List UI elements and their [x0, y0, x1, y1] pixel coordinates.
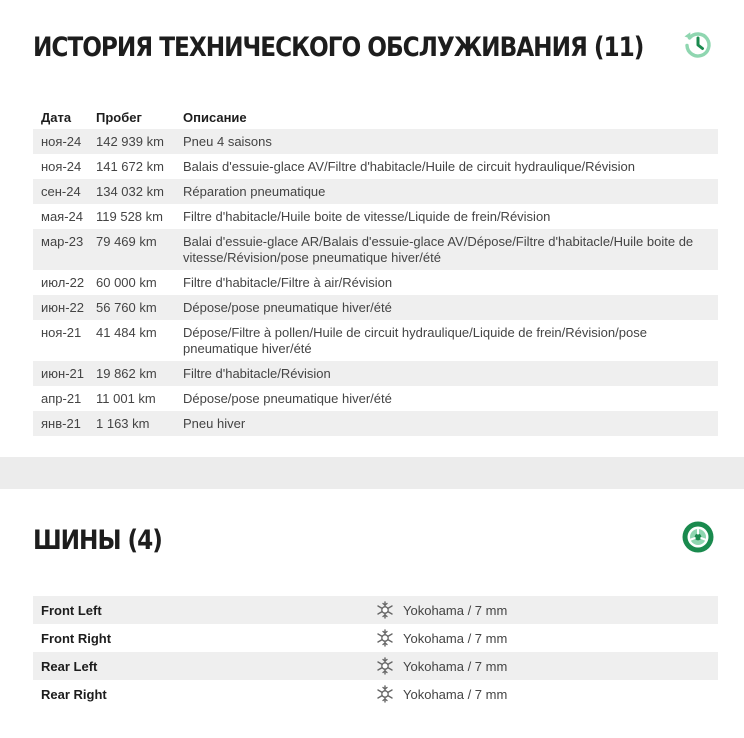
row-description: Réparation pneumatique — [183, 184, 326, 199]
tyre-row — [33, 624, 718, 652]
tyre-value: Yokohama / 7 mm — [403, 630, 508, 646]
table-row — [33, 154, 718, 179]
row-date: мая-24 — [41, 209, 83, 224]
row-mileage: 79 469 km — [96, 234, 157, 249]
tyre-icon — [681, 520, 715, 554]
row-mileage: 142 939 km — [96, 134, 164, 149]
tyre-position: Rear Left — [41, 658, 98, 674]
row-mileage: 11 001 km — [96, 391, 156, 406]
table-row — [33, 411, 718, 436]
column-header-mileage: Пробег — [96, 110, 142, 125]
row-date: июл-22 — [41, 275, 85, 290]
row-date: сен-24 — [41, 184, 81, 199]
row-mileage: 41 484 km — [96, 325, 157, 340]
table-row — [33, 361, 718, 386]
tyre-value: Yokohama / 7 mm — [403, 686, 508, 702]
table-row — [33, 295, 718, 320]
row-date: ноя-24 — [41, 134, 82, 149]
row-mileage: 60 000 km — [96, 275, 157, 290]
table-row — [33, 229, 718, 270]
snowflake-sun-icon — [376, 657, 394, 675]
maintenance-history-title: ИСТОРИЯ ТЕХНИЧЕСКОГО ОБСЛУЖИВАНИЯ (11) — [33, 32, 644, 63]
tyres-list — [33, 596, 718, 708]
row-description: Filtre d'habitacle/Révision — [183, 366, 331, 381]
row-mileage: 19 862 km — [96, 366, 157, 381]
row-description: Balai d'essuie-glace AR/Balais d'essuie-glace AV/Dépose/Filtre d'habitacle/Huile boite de vitesse/Révision/pose pneumatique hiver/été — [183, 234, 694, 265]
row-mileage: 134 032 km — [96, 184, 164, 199]
tyres-title: ШИНЫ (4) — [33, 525, 162, 556]
tyre-row — [33, 680, 718, 708]
row-date: апр-21 — [41, 391, 82, 406]
table-row — [33, 320, 718, 361]
tyre-row — [33, 652, 718, 680]
table-row — [33, 386, 718, 411]
table-row — [33, 179, 718, 204]
tyre-position: Rear Right — [41, 686, 107, 702]
table-row — [33, 270, 718, 295]
row-mileage: 56 760 km — [96, 300, 157, 315]
history-icon — [681, 27, 715, 61]
row-description: Balais d'essuie-glace AV/Filtre d'habitacle/Huile de circuit hydraulique/Révision — [183, 159, 636, 174]
column-header-description: Описание — [183, 109, 247, 125]
tyre-position: Front Right — [41, 630, 112, 646]
tyres-card — [0, 489, 744, 738]
tyre-value: Yokohama / 7 mm — [403, 602, 508, 618]
row-description: Filtre d'habitacle/Filtre à air/Révision — [183, 275, 393, 290]
snowflake-sun-icon — [376, 629, 394, 647]
tyre-value: Yokohama / 7 mm — [403, 658, 508, 674]
tyre-row — [33, 596, 718, 624]
row-mileage: 141 672 km — [96, 159, 164, 174]
row-date: мар-23 — [41, 234, 84, 249]
row-date: ноя-24 — [41, 159, 82, 174]
row-date: янв-21 — [41, 416, 81, 431]
row-date: июн-22 — [41, 300, 84, 315]
tyre-position: Front Left — [41, 602, 102, 618]
column-header-date: Дата — [41, 110, 72, 125]
row-description: Pneu 4 saisons — [183, 134, 272, 149]
snowflake-sun-icon — [376, 601, 394, 619]
row-description: Pneu hiver — [183, 416, 246, 431]
row-description: Filtre d'habitacle/Huile boite de vitesse/Liquide de frein/Révision — [183, 209, 551, 224]
row-mileage: 119 528 km — [96, 209, 163, 224]
table-row — [33, 204, 718, 229]
table-row — [33, 129, 718, 154]
row-date: июн-21 — [41, 366, 84, 381]
row-description: Dépose/pose pneumatique hiver/été — [183, 300, 392, 315]
row-description: Dépose/Filtre à pollen/Huile de circuit hydraulique/Liquide de frein/Révision/pose pneumatique hiver/été — [183, 325, 647, 356]
maintenance-history-table — [33, 106, 718, 436]
table-header — [33, 106, 718, 129]
row-date: ноя-21 — [41, 325, 82, 340]
row-description: Dépose/pose pneumatique hiver/été — [183, 391, 392, 406]
row-mileage: 1 163 km — [96, 416, 150, 431]
snowflake-sun-icon — [376, 685, 394, 703]
